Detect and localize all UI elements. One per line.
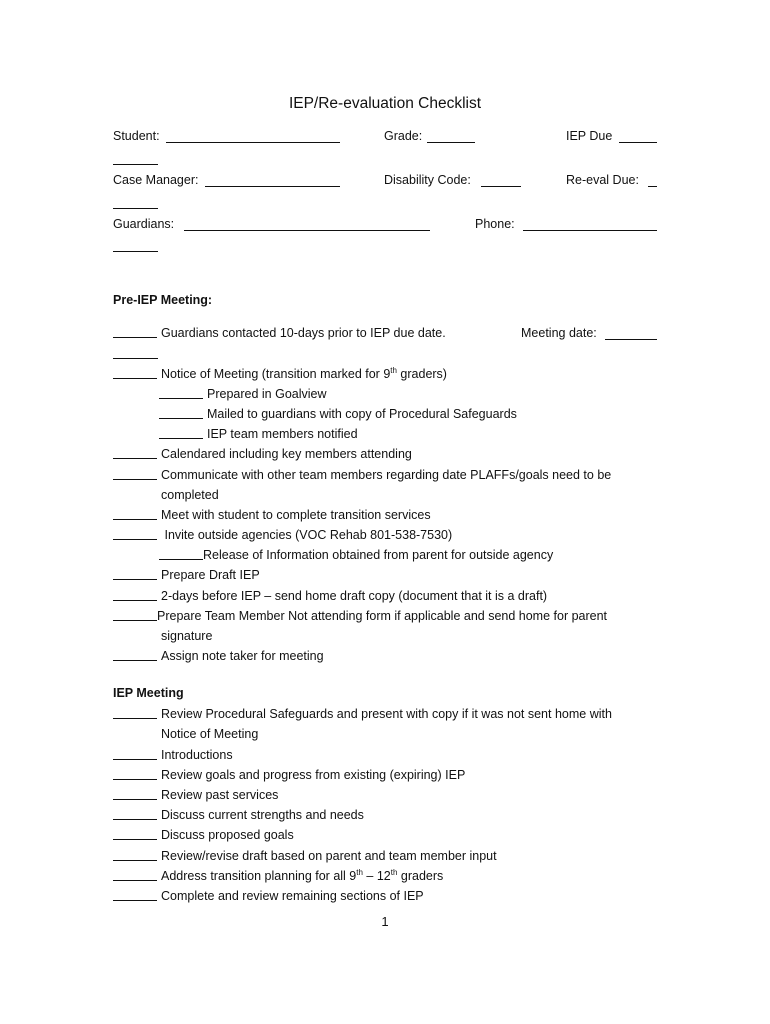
pre-iep-heading: Pre-IEP Meeting: bbox=[113, 293, 213, 307]
checklist-item: Guardians contacted 10-days prior to IEP due date. bbox=[113, 325, 446, 341]
check-blank[interactable] bbox=[113, 828, 157, 840]
reeval-due-field-line-wrap[interactable] bbox=[113, 208, 158, 209]
checklist-item: Prepare Draft IEP bbox=[113, 567, 260, 583]
checklist-item: Calendared including key members attending bbox=[113, 446, 412, 462]
check-blank[interactable] bbox=[113, 447, 157, 459]
checklist-item: Review past services bbox=[113, 787, 278, 803]
grade-field-line[interactable] bbox=[427, 142, 475, 143]
check-blank[interactable] bbox=[113, 568, 157, 580]
checklist-item: Meet with student to complete transition services bbox=[113, 507, 431, 523]
check-blank[interactable] bbox=[159, 548, 203, 560]
checklist-item: Communicate with other team members regarding date PLAFFs/goals need to be bbox=[113, 467, 611, 483]
meeting-date-field-line-wrap[interactable] bbox=[113, 358, 158, 359]
checklist-item: Review/revise draft based on parent and team member input bbox=[113, 848, 497, 864]
check-blank[interactable] bbox=[113, 788, 157, 800]
checklist-item: Prepare Team Member Not attending form if applicable and send home for parent bbox=[113, 608, 607, 624]
check-blank[interactable] bbox=[113, 528, 157, 540]
reeval-due-label: Re-eval Due: bbox=[566, 173, 639, 187]
checklist-item: Address transition planning for all 9th – 12th graders bbox=[113, 868, 443, 884]
meeting-date-label: Meeting date: bbox=[521, 326, 597, 340]
iep-meeting-heading: IEP Meeting bbox=[113, 686, 184, 700]
checklist-subitem: Release of Information obtained from parent for outside agency bbox=[159, 547, 553, 563]
checklist-item: Assign note taker for meeting bbox=[113, 648, 324, 664]
checklist-subitem: Mailed to guardians with copy of Procedural Safeguards bbox=[159, 406, 517, 422]
page-number: 1 bbox=[381, 914, 389, 929]
guardians-label: Guardians: bbox=[113, 217, 175, 231]
check-blank[interactable] bbox=[113, 869, 157, 881]
check-blank[interactable] bbox=[113, 468, 157, 480]
check-blank[interactable] bbox=[113, 748, 157, 760]
case-manager-label: Case Manager: bbox=[113, 173, 199, 187]
checklist-item-continuation: completed bbox=[161, 488, 219, 502]
disability-code-label: Disability Code: bbox=[384, 173, 471, 187]
student-label: Student: bbox=[113, 129, 160, 143]
phone-field-line[interactable] bbox=[523, 230, 657, 231]
check-blank[interactable] bbox=[159, 427, 203, 439]
iep-due-field-line[interactable] bbox=[619, 142, 657, 143]
checklist-item: Complete and review remaining sections of IEP bbox=[113, 888, 424, 904]
check-blank[interactable] bbox=[113, 849, 157, 861]
checklist-subitem: IEP team members notified bbox=[159, 426, 358, 442]
page-title: IEP/Re-evaluation Checklist bbox=[288, 95, 482, 112]
check-blank[interactable] bbox=[113, 649, 157, 661]
check-blank[interactable] bbox=[159, 407, 203, 419]
check-blank[interactable] bbox=[113, 508, 157, 520]
checklist-item: 2-days before IEP – send home draft copy (document that it is a draft) bbox=[113, 588, 547, 604]
phone-field-line-wrap[interactable] bbox=[113, 251, 158, 252]
checklist-item-continuation: signature bbox=[161, 629, 213, 643]
check-blank[interactable] bbox=[113, 589, 157, 601]
checklist-subitem: Prepared in Goalview bbox=[159, 386, 327, 402]
check-blank[interactable] bbox=[159, 387, 203, 399]
student-field-line[interactable] bbox=[166, 142, 340, 143]
iep-due-label: IEP Due bbox=[566, 129, 613, 143]
grade-label: Grade: bbox=[384, 129, 423, 143]
case-manager-field-line[interactable] bbox=[205, 186, 340, 187]
checklist-item: Invite outside agencies (VOC Rehab 801-538-7530) bbox=[113, 527, 452, 543]
check-blank[interactable] bbox=[113, 367, 157, 379]
checklist-item: Review Procedural Safeguards and present with copy if it was not sent home with bbox=[113, 706, 612, 722]
disability-code-field-line[interactable] bbox=[481, 186, 521, 187]
meeting-date-field-line[interactable] bbox=[605, 339, 657, 340]
checklist-item: Discuss proposed goals bbox=[113, 827, 294, 843]
guardians-field-line[interactable] bbox=[184, 230, 430, 231]
check-blank[interactable] bbox=[113, 326, 157, 338]
checklist-item: Notice of Meeting (transition marked for 9th graders) bbox=[113, 366, 447, 382]
phone-label: Phone: bbox=[475, 217, 515, 231]
checklist-item-continuation: Notice of Meeting bbox=[161, 727, 259, 741]
check-blank[interactable] bbox=[113, 609, 157, 621]
checklist-item: Review goals and progress from existing (expiring) IEP bbox=[113, 767, 465, 783]
check-blank[interactable] bbox=[113, 768, 157, 780]
iep-due-field-line-wrap[interactable] bbox=[113, 164, 158, 165]
reeval-due-field-line[interactable] bbox=[648, 186, 657, 187]
check-blank[interactable] bbox=[113, 889, 157, 901]
checklist-item: Introductions bbox=[113, 747, 233, 763]
check-blank[interactable] bbox=[113, 707, 157, 719]
checklist-item: Discuss current strengths and needs bbox=[113, 807, 364, 823]
check-blank[interactable] bbox=[113, 808, 157, 820]
